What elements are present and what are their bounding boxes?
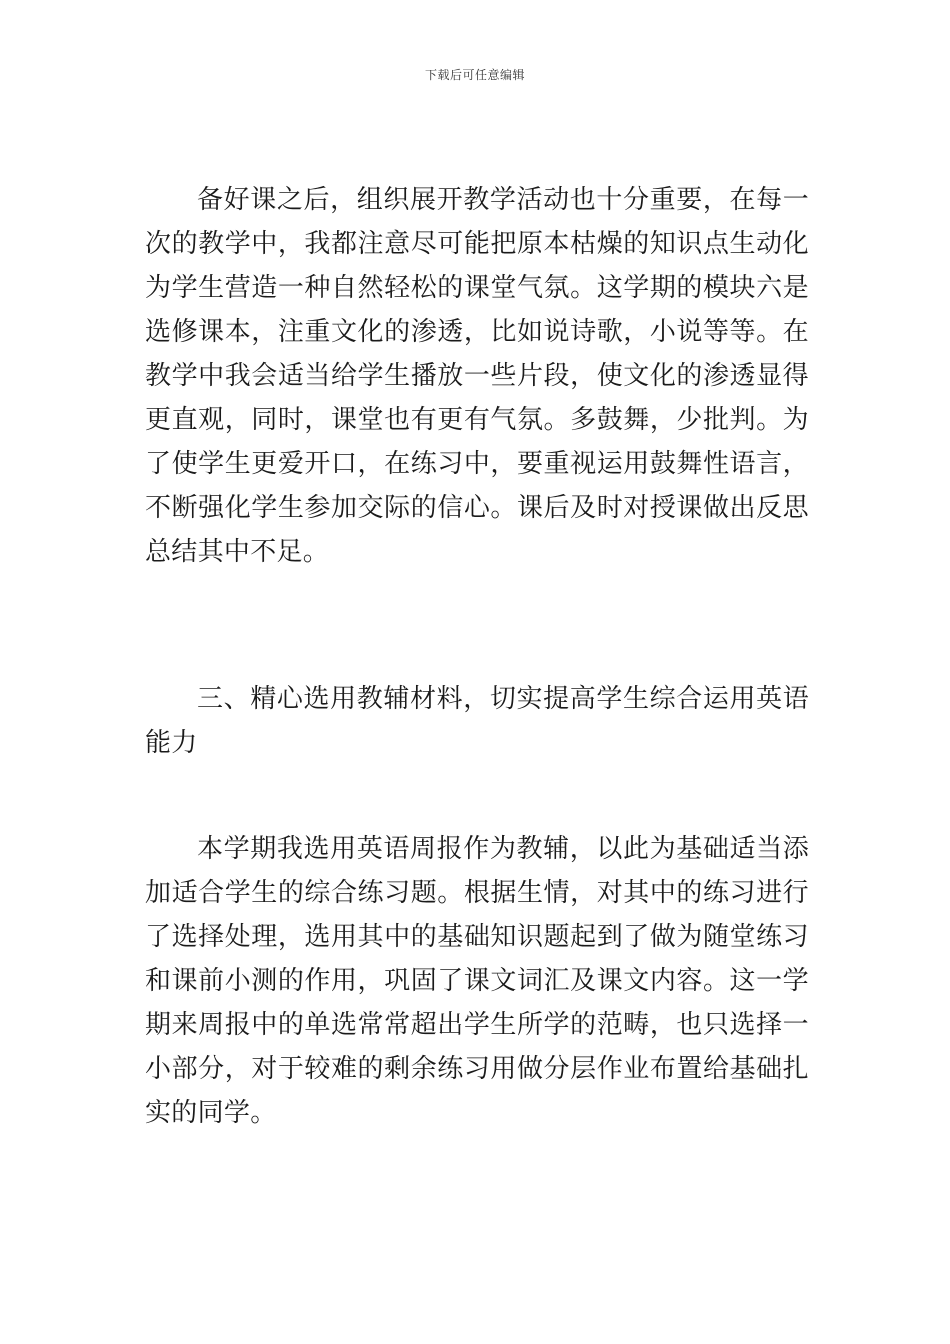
- section-heading: 三、精心选用教辅材料，切实提高学生综合运用英语能力: [145, 684, 809, 758]
- header-note: 下载后可任意编辑: [424, 68, 525, 82]
- body-paragraph: 备好课之后，组织展开教学活动也十分重要，在每一次的教学中，我都注意尽可能把原本枯燥的知识点生动化为学生营造一种自然轻松的课堂气氛。这学期的模块六是选修课本，注重文化的渗透，比如说诗歌，小说等等。在教学中我会适当给学生播放一些片段，使文化的渗透显得更直观，同时，课堂也有更有气氛。多鼓舞，少批判。为了使学生更爱开口，在练习中，要重视运用鼓舞性语言，不断强化学生参加交际的信心。课后及时对授课做出反思总结其中不足。: [145, 185, 809, 567]
- body-paragraph: 本学期我选用英语周报作为教辅，以此为基础适当添加适合学生的综合练习题。根据生情，对其中的练习进行了选择处理，选用其中的基础知识题起到了做为随堂练习和课前小测的作用，巩固了课文词汇及课文内容。这一学期来周报中的单选常常超出学生所学的范畴，也只选择一小部分，对于较难的剩余练习用做分层作业布置给基础扎实的同学。: [145, 834, 809, 1128]
